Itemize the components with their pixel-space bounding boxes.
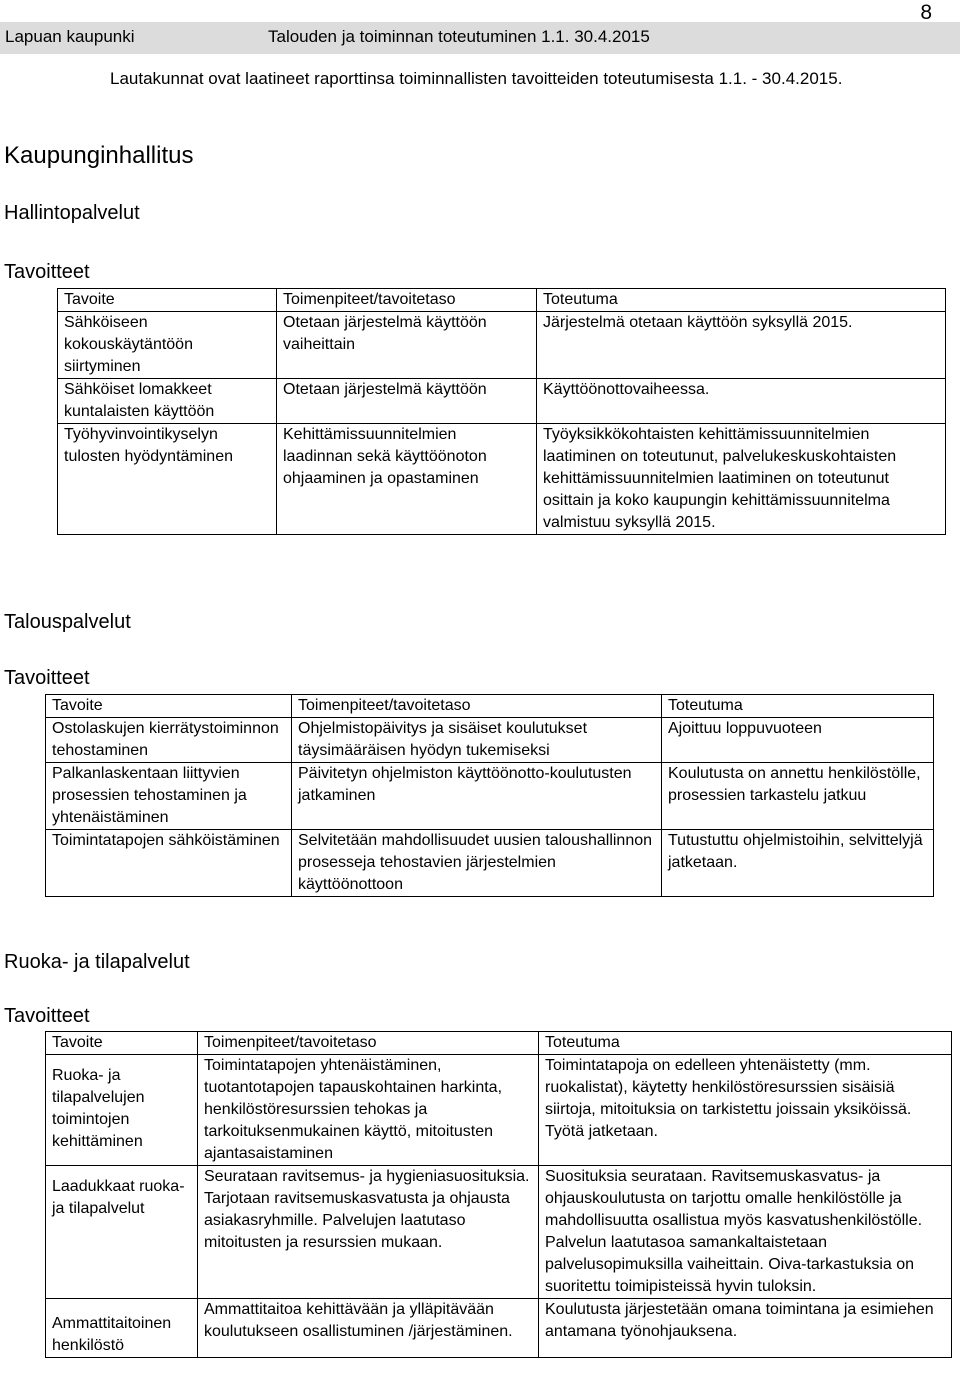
cell-toimenpiteet: Ammattitaitoa kehittävään ja ylläpitävään koulutukseen osallistuminen /järjestäminen. xyxy=(198,1299,539,1358)
cell-toteutuma: Suosituksia seurataan. Ravitsemuskasvatus- ja ohjauskoulutusta on tarjottu omalle henkilöstölle ja mahdollisuutta osallistua myös kasvatushenkilöstölle. Palvelun laatutasoa samankaltaistetaan palvelusopimuksilla vaiheittain. Oiva-tarkastuksia on suoritettu toimipisteissä hyvin tuloksin. xyxy=(539,1166,952,1299)
cell-tavoite: Ammattitaitoinen henkilöstö xyxy=(46,1299,198,1358)
table-header-row xyxy=(58,289,946,312)
cell-tavoite: Työhyvinvointikyselyn tulosten hyödyntäminen xyxy=(58,424,277,535)
cell-toteutuma: Koulutusta järjestetään omana toimintana ja esimiehen antamana työnohjauksena. xyxy=(539,1299,952,1358)
table-header-row xyxy=(46,1032,952,1055)
column-header: Tavoite xyxy=(46,695,292,718)
section-subtitle-hallintopalvelut: Tavoitteet xyxy=(4,261,90,283)
table-header-row xyxy=(46,695,934,718)
section-subtitle-talouspalvelut: Tavoitteet xyxy=(4,667,90,689)
column-header: Tavoite xyxy=(58,289,277,312)
cell-tavoite: Toimintatapojen sähköistäminen xyxy=(46,830,292,897)
cell-toteutuma: Työyksikkökohtaisten kehittämissuunnitelmien laatiminen on toteutunut, palvelukeskuskohtaisten kehittämissuunnitelmien laatiminen on toteutunut osittain ja koko kaupungin kehittämissuunnitelma valmistuu syksyllä 2015. xyxy=(537,424,946,535)
section-title-talouspalvelut: Talouspalvelut xyxy=(4,611,131,633)
column-header: Tavoite xyxy=(46,1032,198,1055)
cell-tavoite: Ostolaskujen kierrätystoiminnon tehostaminen xyxy=(46,718,292,763)
section-subtitle-ruoka-ja-tilapalvelut: Tavoitteet xyxy=(4,1005,90,1027)
table-row xyxy=(46,1055,952,1166)
table-row xyxy=(58,312,946,379)
cell-toimenpiteet: Seurataan ravitsemus- ja hygieniasuosituksia. Tarjotaan ravitsemuskasvatusta ja ohjausta asiakasryhmille. Palvelujen laatutaso mitoitusten ja resurssien mukaan. xyxy=(198,1166,539,1299)
column-header: Toimenpiteet/tavoitetaso xyxy=(198,1032,539,1055)
cell-toteutuma: Järjestelmä otetaan käyttöön syksyllä 2015. xyxy=(537,312,946,379)
table-row xyxy=(58,424,946,535)
cell-toimenpiteet: Selvitetään mahdollisuudet uusien taloushallinnon prosesseja tehostavien järjestelmien käyttöönottoon xyxy=(292,830,662,897)
column-header: Toteutuma xyxy=(662,695,934,718)
cell-toteutuma: Toimintatapoja on edelleen yhtenäistetty (mm. ruokalistat), käytetty henkilöstöresurssien sisäisiä siirtoja, mitoituksia on tarkistettu joissain yksiköissä. Työtä jatketaan. xyxy=(539,1055,952,1166)
section-title-ruoka-ja-tilapalvelut: Ruoka- ja tilapalvelut xyxy=(4,951,190,973)
table-talouspalvelut xyxy=(45,694,934,897)
column-header: Toteutuma xyxy=(537,289,946,312)
main-heading: Kaupunginhallitus xyxy=(4,142,194,169)
cell-toteutuma: Tutustuttu ohjelmistoihin, selvittelyjä jatketaan. xyxy=(662,830,934,897)
table-row xyxy=(46,830,934,897)
cell-tavoite: Sähköiset lomakkeet kuntalaisten käyttöön xyxy=(58,379,277,424)
cell-tavoite: Palkanlaskentaan liittyvien prosessien tehostaminen ja yhtenäistäminen xyxy=(46,763,292,830)
column-header: Toimenpiteet/tavoitetaso xyxy=(292,695,662,718)
cell-tavoite: Ruoka- ja tilapalvelujen toimintojen kehittäminen xyxy=(46,1055,198,1166)
table-ruoka-ja-tilapalvelut xyxy=(45,1031,952,1358)
cell-toimenpiteet: Toimintatapojen yhtenäistäminen, tuotantotapojen tapauskohtainen harkinta, henkilöstöresurssien tehokas ja tarkoituksenmukainen käyttö, mitoitusten ajantasaistaminen xyxy=(198,1055,539,1166)
page-number: 8 xyxy=(920,1,932,24)
cell-toimenpiteet: Otetaan järjestelmä käyttöön xyxy=(277,379,537,424)
intro-text: Lautakunnat ovat laatineet raporttinsa toiminnallisten tavoitteiden toteutumisesta 1.1. - 30.4.2015. xyxy=(110,69,843,88)
cell-tavoite: Laadukkaat ruoka- ja tilapalvelut xyxy=(46,1166,198,1299)
table-row xyxy=(46,763,934,830)
cell-toimenpiteet: Kehittämissuunnitelmien laadinnan sekä käyttöönoton ohjaaminen ja opastaminen xyxy=(277,424,537,535)
cell-toimenpiteet: Päivitetyn ohjelmiston käyttöönotto-koulutusten jatkaminen xyxy=(292,763,662,830)
table-row xyxy=(46,718,934,763)
cell-toteutuma: Käyttöönottovaiheessa. xyxy=(537,379,946,424)
cell-tavoite: Sähköiseen kokouskäytäntöön siirtyminen xyxy=(58,312,277,379)
header-org: Lapuan kaupunki xyxy=(5,27,135,46)
cell-toteutuma: Ajoittuu loppuvuoteen xyxy=(662,718,934,763)
header-report-title: Talouden ja toiminnan toteutuminen 1.1. 30.4.2015 xyxy=(268,27,650,46)
table-row xyxy=(58,379,946,424)
cell-toimenpiteet: Ohjelmistopäivitys ja sisäiset koulutukset täysimääräisen hyödyn tukemiseksi xyxy=(292,718,662,763)
table-hallintopalvelut xyxy=(57,288,946,535)
column-header: Toteutuma xyxy=(539,1032,952,1055)
cell-toteutuma: Koulutusta on annettu henkilöstölle, prosessien tarkastelu jatkuu xyxy=(662,763,934,830)
table-row xyxy=(46,1299,952,1358)
table-row xyxy=(46,1166,952,1299)
column-header: Toimenpiteet/tavoitetaso xyxy=(277,289,537,312)
cell-toimenpiteet: Otetaan järjestelmä käyttöön vaiheittain xyxy=(277,312,537,379)
section-title-hallintopalvelut: Hallintopalvelut xyxy=(4,202,140,224)
